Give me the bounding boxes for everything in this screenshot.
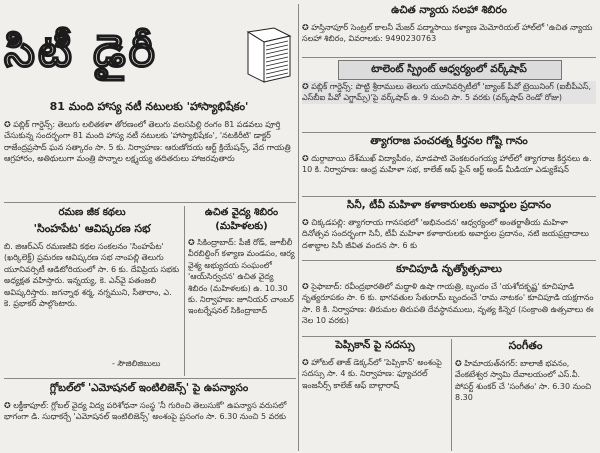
article-headline: 81 మంది హాస్య నటీ నటులకు 'హాస్యాభిషేకం' [49, 100, 249, 113]
column-divider [298, 4, 299, 451]
article-medical-camp [188, 206, 295, 376]
article-headline: సంగీతం [508, 339, 543, 352]
article-women-awards [302, 199, 596, 257]
divider [302, 132, 596, 133]
divider [4, 378, 296, 379]
article-body: ✪ చిక్కడపల్లి: త్యాగరాయ గానసభలో 'అభినందన' ఆధ్వర్యంలో అంతర్జాతీయ మహిళా దినోత్సవ సందర్భంగా సినీ, టీవీ మహిళా కళాకారులకు అవార్డుల ప్రదానం, నటి జయప్రద్రాదాలు దశాబ్దాల సినీ జీవిత వందన సా. 6 కు [302, 218, 589, 250]
article-headline: గ్లోబల్‌లో 'ఎమోషనల్ ఇంటిలిజెన్స్' పై ఉపన్యాసం [49, 382, 249, 394]
divider [4, 202, 296, 203]
article-tyagaraja [302, 135, 596, 193]
article-body: ✪ లక్డీకాపూల్: గ్లోబల్ వైద్య విద్య పరిశోధనా సంస్థ 'నీ గురించి తెలుసుకో' ఉపన్యాస వరుసలో భాగంగా డి. సుధాకర్చే 'ఎమోషనల్ ఇంటిలిజెన్స్' అంశంపై ప్రసంగం సా. 6.30 నుంచి 5 వరకు [4, 401, 287, 422]
article-body: ✪ దుర్గాబాయి దేశ్‌ముఖ్ విద్యాపీఠం, మాడపాటి వెంకటరంగయ్య హాల్‌లో త్యాగరాజ కీర్తనలు ఉ. 10 కి. నిర్వాహణ: ఆంధ్ర మహిళా సభ, కాలేజ్ ఆఫ్ ఫైన్ ఆర్ట్ అండ్ మీడియా ఎడ్యుకేషన్ [302, 154, 592, 175]
article-headline: త్యాగరాజ పంచరత్న కీర్తనల గోష్టి గానం [370, 135, 528, 147]
article-legal-aid [302, 4, 596, 54]
divider [302, 57, 596, 58]
masthead-title: సిటీ డైరీ [4, 26, 158, 77]
masthead [4, 14, 294, 90]
article-hasyabhishekam [4, 100, 294, 200]
article-headline: ఉచిత వైద్య శిబిరం (మహిళలకు) [204, 207, 279, 232]
article-headline: పెప్సికాన్ పై సదస్సు [335, 339, 415, 351]
article-pepsicon [302, 339, 448, 451]
article-body: ✪ పబ్లిక్ గార్డెన్స్: తెలుగు లలితకళా తోరణంలో తెలుగు వలసపిల్లి రంగం 81 పడవలు పూర్తి చేసుకున్న సందర్భంగా 81 మంది హాస్య నటీ నటులకు 'హాస్యాభిషేకం', 'నటకిరీటి' డాక్టర్ రాజేంద్రప్రసాద్ ఘన సత్కారం సా. 5 కు. నిర్వాహణ: ఆరుణోదయ ఆర్ట్ క్రియేషన్స్, వేద గాయత్రి ఆగ్రహారం, అతిథులుగా మంత్రి పొన్నాల లక్ష్మయ్య తదితరులు హాజరవుతారు [4, 120, 291, 164]
column-divider [451, 339, 452, 451]
article-signature: - సౌజిలిజిబులు [112, 359, 161, 368]
article-body: ✪ సికింద్రాబాద్: పీజీ రోడ్, జూబీలీ వీరబిల్డింగ్ కళ్యాణ మండపం, ఆర్య వైశ్య అభ్యుదయ సంఘంలో 'ఆయ్‌సిర్వచన' ఉచిత వైద్య శిబిరం (మహిళలకు) ఉ. 10.30 కు. నిర్వాహణ: జూనియర్ చాంబర్ ఇంటర్నేషనల్ సికింద్రాబాద్ [188, 238, 295, 316]
article-headline: ఉచిత న్యాయ సలహా శిబిరం [391, 4, 507, 16]
article-headline: కూచిపూడి నృత్యోత్సవాలు [396, 263, 502, 275]
article-music [455, 339, 596, 451]
article-headline: రమణ జీక కథలు [58, 207, 126, 218]
divider [302, 336, 596, 337]
article-kuchipudi [302, 263, 596, 333]
book-stack-icon [244, 24, 294, 86]
article-simhapeta [4, 206, 180, 376]
article-body: ✪ హోటల్ తాజ్ డెక్కన్‌లో 'పెప్సికాన్' అంశంపై సదస్సు సా. 4 కు. నిర్వాహణ: ఫ్యూచరల్ ఇంజనీర్స్ కాలేజ్ ఆఫ్ బాల్గారాష్ [302, 358, 442, 390]
divider [302, 260, 596, 261]
article-body: బి. జిఆర్‌ఎస్ రమణజీవి కథల సంకలనం 'సింహపేట' (ఖర్కిలెక్ట్) ప్రమరణ ఆవిష్కరణ సభ నాంపల్లి తెలుగు యూనివర్సిటీ ఆడిటోరియంలో సా. 6 కు. దేవిప్రియ సభకు అధ్యక్షత వహిస్తారు. ఇన్నయ్య, కె. ఎన్‌వై పతంజలి అవిష్కరిస్తారు. జగన్నాథ శర్మ, నగ్నముని, సీతారాం, ఎ. కె. ప్రభాకర్ పాల్గొంటారు. [4, 242, 180, 309]
article-body: ✪ సైఫాబాద్: రవీంద్రభారతిలో మద్దాళి ఉషా గాయత్రి, బృందం చే 'యశోదకృష్ణ' కూచిపూడి నృత్యరూపకం సా. 6 కు. భాగవతుల సేతురామ్ బృందంచే 'రామ నాటకం' కూచిపూడి యక్షగానం సా. 8 కి. నిర్వాహణ: తిరుమల తిరుపతి దేవస్థానములు, నృత్య కిన్నెర (సంక్రాంతి ఉత్సవాలు ఈ నెల 10 వరకు) [302, 282, 594, 326]
divider [302, 196, 596, 197]
article-subheadline: 'సింహపేట' ఆవిష్కరణ సభ [33, 222, 151, 235]
article-headline: టాలెంట్ స్ప్రింట్ ఆధ్వర్యంలో వర్క్‌షాప్ [371, 63, 527, 75]
article-body: ✪ హస్తినాపూర్ సెంట్రల్ కాలనీ మేజర్ పద్మాసాయి కళ్యాణ మెమోరియల్ హాల్‌లో 'ఉచిత న్యాయ సలహా శిబిరం, వివరాలకు: 9490230763 [302, 23, 593, 44]
article-body: ✪ హిమాయత్‌నగర్: బాలాజీ భవనం, వేంకటేశ్వర స్వామి దేవాలయంలో ఎస్.వీ. పోపర్ట్ శుంకర్ చే 'సంగీతం' సా. 6.30 నుంచి 8.30 [455, 359, 592, 403]
article-talent-sprint [302, 60, 596, 128]
article-emotional-intelligence [4, 382, 294, 450]
article-body: ✪ పబ్లిక్ గార్డెన్స్: పొట్టి శ్రీరాములు తెలుగు యూనివర్సిటీలో 'బ్యాంక్ పీవో ట్రెయినింగ్ (ఐబీపీఎస్, ఎస్‌బీఐ పీవో ఎగ్జామ్స్)'పై వర్క్‌షాప్ ఉ. 9 నుంచి సా. 5 వరకు (వర్క్‌షాప్ రెండో రోజు) [302, 81, 596, 104]
column-divider [184, 206, 185, 376]
article-headline: సినీ, టీవీ మహిళా కళాకారులకు అవార్డుల ప్రదానం [346, 199, 552, 211]
